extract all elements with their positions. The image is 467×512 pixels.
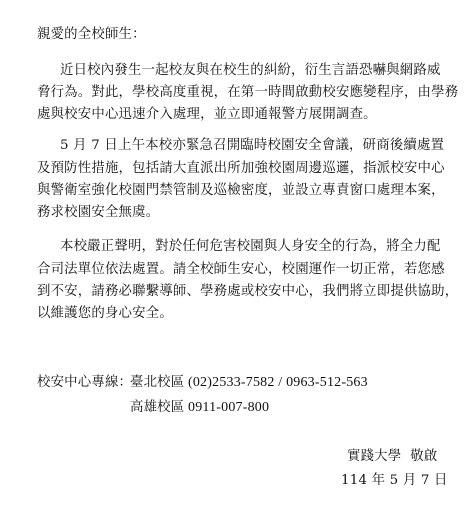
paragraph-3-line-4: 以維護您的身心安全。 — [37, 306, 173, 321]
paragraph-2-line-4: 務求校園安全無虞。 — [37, 205, 160, 220]
taipei-campus-label: 臺北校區 — [130, 375, 185, 390]
paragraph-3-line-2: 合司法單位依法處置。請全校師生安心，校園運作一切正常，若您感 — [37, 262, 445, 277]
paragraph-3-line-1: 本校嚴正聲明，對於任何危害校園與人身安全的行為，將全力配 — [60, 239, 441, 254]
paragraph-2-line-2: 及預防性措施，包括請大直派出所加強校園周邊巡邏，指派校安中心 — [37, 161, 445, 176]
paragraph-1-line-1: 近日校內發生一起校友與在校生的糾紛，衍生言語恐嚇與網路威 — [60, 63, 441, 78]
kaohsiung-phone-number: 0911-007-800 — [188, 400, 270, 415]
salutation: 親愛的全校師生： — [37, 27, 146, 42]
contact-label: 校安中心專線： — [37, 375, 133, 390]
paragraph-1-line-3: 處與校安中心迅速介入處理，並立即通報警方展開調查。 — [37, 107, 377, 122]
date: 114 年 5 月 7 日 — [341, 473, 448, 488]
paragraph-3-line-3: 到不安，請務必聯繫導師、學務處或校安中心，我們將立即提供協助， — [37, 284, 459, 299]
paragraph-2-line-1: 5 月 7 日上午本校亦緊急召開臨時校園安全會議，研商後續處置 — [60, 138, 445, 153]
signature: 實踐大學 敬啟 — [347, 449, 438, 464]
taipei-phone-numbers: (02)2533-7582 / 0963-512-563 — [188, 375, 368, 390]
paragraph-1-line-2: 脅行為。對此，學校高度重視，在第一時間啟動校安應變程序，由學務 — [37, 85, 459, 100]
paragraph-2-line-3: 與警衛室強化校園門禁管制及巡檢密度，並設立專責窗口處理本案， — [37, 183, 445, 198]
kaohsiung-campus-label: 高雄校區 — [130, 400, 185, 415]
